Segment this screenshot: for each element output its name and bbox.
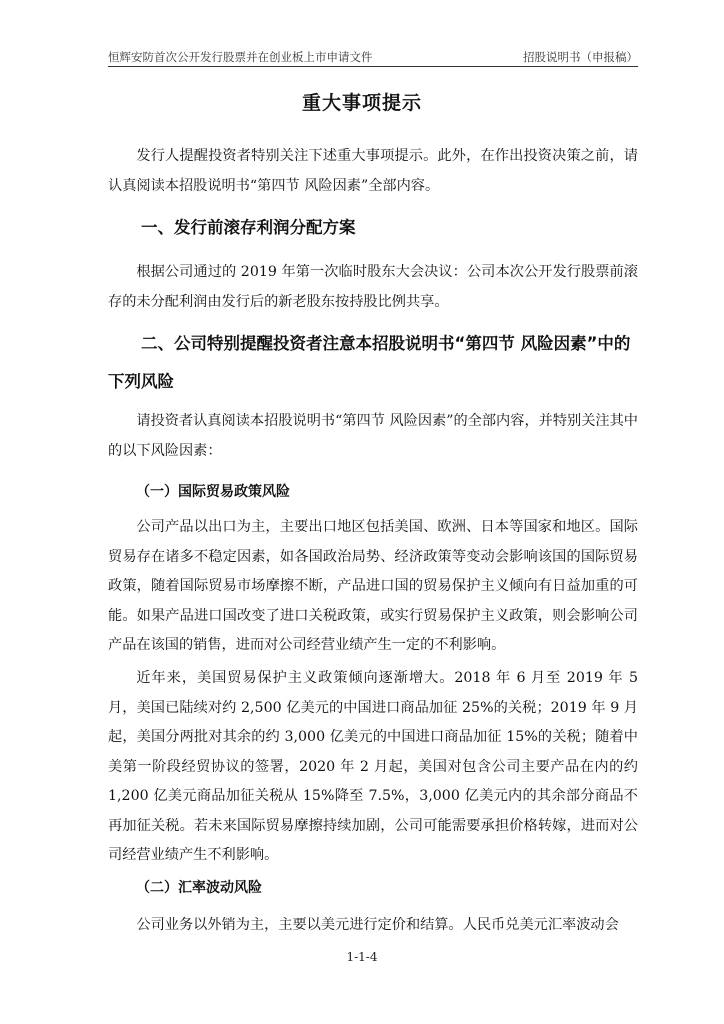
section-1-body: 根据公司通过的 2019 年第一次临时股东大会决议：公司本次公开发行股票前滚存的未分配利润由发行后的新老股东按持股比例共享。 (108, 264, 638, 310)
section-2-heading: 二、公司特别提醒投资者注意本招股说明书“第四节 风险因素”中的下列风险 (108, 334, 631, 391)
subsection-2-paragraph-1: 公司业务以外销为主，主要以美元进行定价和结算。人民币兑美元汇率波动会 (136, 917, 619, 933)
page-header (108, 44, 638, 67)
subsection-1-heading: （一）国际贸易政策风险 (136, 484, 290, 500)
subsection-1-paragraph-2: 近年来，美国贸易保护主义政策倾向逐渐增大。2018 年 6 月至 2019 年 5 月，美国已陆续对约 2,500 亿美元的中国进口商品加征 25%的关税；2019 年 9 月起，美国分两批对其余的约 3,000 亿美元的中国进口商品加征 15%的关税；随着中美第一阶段经贸协议的签署，2020 年 2 月起，美国对包含公司主要产品在内的约 1,200 亿美元商品加征关税从 15%降至 7.5%，3,000 亿美元内的其余部分商品不再加征关税。若未来国际贸易摩擦持续加剧，公司可能需要承担价格转嫁，进而对公司经营业绩产生不利影响。 (108, 670, 638, 863)
subsection-2-heading: （二）汇率波动风险 (136, 880, 262, 896)
subsection-1-paragraph-1: 公司产品以出口为主，主要出口地区包括美国、欧洲、日本等国家和地区。国际贸易存在诸多不稳定因素，如各国政治局势、经济政策等变动会影响该国的国际贸易政策，随着国际贸易市场摩擦不断，产品进口国的贸易保护主义倾向有日益加重的可能。如果产品进口国改变了进口关税政策，或实行贸易保护主义政策，则会影响公司产品在该国的销售，进而对公司经营业绩产生一定的不利影响。 (108, 519, 638, 653)
intro-paragraph: 发行人提醒投资者特别关注下述重大事项提示。此外，在作出投资决策之前，请认真阅读本招股说明书“第四节 风险因素”全部内容。 (108, 148, 638, 194)
section-1-heading: 一、发行前滚存利润分配方案 (141, 218, 356, 237)
header-document-type: 招股说明书（申报稿） (523, 50, 638, 64)
header-document-name: 恒辉安防首次公开发行股票并在创业板上市申请文件 (108, 50, 373, 64)
section-2-body: 请投资者认真阅读本招股说明书“第四节 风险因素”的全部内容，并特别关注其中的以下风险因素： (108, 413, 638, 459)
page-number: 1-1-4 (346, 950, 378, 964)
page-title: 重大事项提示 (301, 92, 422, 114)
